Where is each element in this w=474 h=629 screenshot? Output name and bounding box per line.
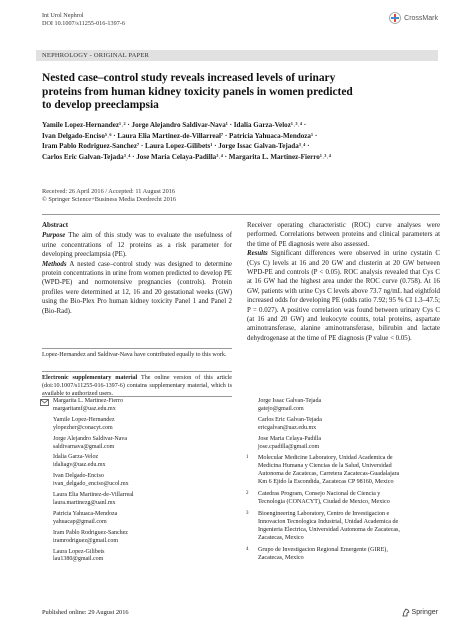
section-label: NEPHROLOGY - ORIGINAL PAPER [36,50,438,61]
contact-name: Jose Maria Celaya-Padilla [258,435,321,442]
affiliation-line: Grupo de Investigacion Regional Emergente (GIRE), [258,547,388,553]
contact-entry [53,398,233,414]
contact-name: Yamile Lopez-Hernandez [53,416,115,423]
contact-entry [53,417,233,433]
contact-email[interactable]: laura.martinezg@uanl.mx [53,499,116,506]
affiliation-number: 2 [246,491,249,496]
contact-email[interactable]: iramrodriguez@gmail.com [53,537,119,544]
publisher-logo [402,608,438,617]
copyright: © Springer Science+Business Media Dordrecht 2016 [42,196,177,203]
abstract-purpose [42,231,232,259]
author-line[interactable]: Yamile Lopez-Hernandez¹˒² · Jorge Alejandro Saldivar-Nava¹ · Idalia Garza-Veloz¹˒³˒⁴ · [42,121,307,129]
affiliation-number: 4 [246,547,249,552]
article-title [42,72,412,113]
affiliation-entry [246,510,444,542]
affiliation-number: 1 [246,455,249,460]
affiliation-line: Ingenieria Electrica, Universidad Autonoma de Zacatecas, [258,527,400,533]
crossmark-label: CrossMark [404,14,438,22]
contact-email[interactable]: saldivarnava@gmail.com [53,443,115,450]
contact-name: Jorge Issac Galvan-Tejada [258,398,322,404]
purpose-text: The aim of this study was to evaluate the usefulness of urine concentrations of 12 proteins as a risk parameter for developing preeclampsia (PE). [42,232,232,259]
abstract-roc-text: Receiver operating characteristic (ROC) curve analyses were performed. Correlations between proteins and clinical parameters at the time of PE diagnosis were also assessed. [247,222,440,248]
received-accepted: Received: 26 April 2016 / Accepted: 11 August 2016 [42,188,176,195]
title-line: to develop preeclampsia [42,99,159,111]
methods-label: Methods [42,260,67,268]
contact-email[interactable]: lau1380@gmail.com [53,556,104,563]
divider-top [42,214,440,215]
contact-entry [53,530,233,546]
esm-box [42,374,232,398]
contact-entry [258,398,438,414]
esm-text[interactable]: The online version of this article (doi:10.1007/s11255-016-1397-6) contains supplementary material, which is available to authorized users. [42,375,232,397]
affiliations [246,454,444,566]
results-text: Significant differences were observed in urine cystatin C (Cys C) levels at 16 and 20 GW and clusterin at 20 GW between WPD-PE and controls (P < 0.05). ROC analysis revealed that Cys C at 16 GW had the highest area under the ROC curve (0.758). At 16 GW, patients with urine Cys C levels above 73.7 ng/mL had eightfold increased odds for developing PE (odds ratio 7.92; 95 % CI 1.3–47.5; P = 0.027). A positive correlation was found between urinary Cys C (at 16 and 20 GW) and leukocyte counts, total proteins, aspartate aminotransferase, alanine aminotransferase, bilirubin and lactate dehydrogenase at the time of PE diagnosis (P value < 0.05). [247,250,440,342]
contact-email[interactable]: ericgalvan@uaz.edu.mx [258,424,317,431]
affiliation-line: Km 6 Ejido la Escondida, Zacatecas CP 98160, Mexico [258,479,394,485]
contact-entry [53,454,233,470]
journal-name: Int Urol Nephrol [42,12,84,19]
contact-email[interactable]: idaliagv@uaz.edu.mx [53,462,106,469]
equal-contribution-note: Lopez-Hernandez and Saldivar-Nava have contributed equally to this work. [42,352,227,358]
envelope-icon [40,399,49,406]
affiliation-entry [246,546,444,562]
crossmark-badge[interactable] [389,12,438,24]
crossmark-icon [389,12,401,24]
affiliation-line: Catedras Program, Consejo Nacional de Ciencia y [258,491,381,497]
title-line: proteins from human kidney toxicity panels in women predicted [42,85,353,98]
contact-entry [258,417,438,433]
author-line[interactable]: Carlos Eric Galvan-Tejada³˒⁴ · Jose Maria Celaya-Padilla³˒⁴ · Margarita L. Martinez-Fierro¹˒³˒⁴ [42,152,331,161]
springer-horse-icon [402,608,410,617]
esm-label: Electronic supplementary material [42,375,138,381]
contact-email[interactable]: gatejo@gmail.com [258,405,304,412]
abstract-results [247,249,440,343]
affiliation-line: Molecular Medicine Laboratory, Unidad Academica de [258,455,393,461]
contact-entry [53,511,233,527]
methods-text: A nested case–control study was designed to determine protein concentrations in urine from women predicted to develop PE (WPD-PE) and normotensive pregnancies (controls). Protein profiles were determined at 12, 16 and 20 gestational weeks (GW) using the Bio-Plex Pro human kidney toxicity Panel 1 and Panel 2 (Bio-Rad). [42,260,232,315]
contact-entry [258,436,438,452]
contact-email[interactable]: ylopezher@conacyt.com [53,424,113,431]
contact-name: Laura Elia Martinez-de-Villarreal [53,492,134,499]
author-line[interactable]: Iram Pablo Rodriguez-Sanchez⁷ · Laura Lopez-Gilibets¹ · Jorge Issac Galvan-Tejada³˒⁴ · [42,142,310,150]
contact-entry [53,492,233,508]
contact-name: Carlos Eric Galvan-Tejada [258,416,322,423]
contact-name: Ivan Delgado-Enciso [53,473,104,480]
contact-name: Idalia Garza-Veloz [53,454,99,461]
contact-name: Iram Pablo Rodriguez-Sanchez [53,529,128,536]
publisher-name: Springer [411,609,438,616]
contact-name: Jorge Alejandro Saldivar-Nava [53,435,128,442]
published-online: Published online: 29 August 2016 [42,609,129,616]
abstract-right [247,221,440,343]
contact-name: Laura Lopez-Gilibets [53,548,105,555]
author-line[interactable]: Ivan Delgado-Enciso⁵˒⁶ · Laura Elia Martinez-de-Villarreal⁷ · Patricia Yahuaca-Mendoza¹ · [42,131,318,140]
affiliation-line: Zacatecas, Mexico [258,535,304,541]
contact-email[interactable]: ivan_delgado_enciso@ucol.mx [53,481,129,488]
affiliation-line: Innovacion Tecnologica Industrial, Unidad Academica de [258,519,399,525]
affiliation-line: Tecnologia (CONACYT), Ciudad de Mexico, Mexico [258,499,390,505]
affiliation-line: Medicina Humana y Ciencias de la Salud, Universidad [258,463,392,469]
results-label: Results [247,250,268,258]
author-list [42,120,442,162]
contact-email[interactable]: margaritamf@uaz.edu.mx [53,405,116,412]
journal-header [42,12,125,28]
esm-note [42,374,232,398]
affiliation-line: Autonoma de Zacatecas, Carretera Zacatecas-Guadalajara [258,471,400,477]
affiliation-entry [246,454,444,486]
contact-email[interactable]: jose.cpadilla@gmail.com [258,443,320,450]
footnote-box [42,351,232,359]
contact-entry [53,549,233,565]
article-dates [42,188,176,204]
abstract-methods [42,260,232,316]
purpose-label: Purpose [42,232,66,240]
contact-name: Margarita L. Martinez-Fierro [53,398,124,404]
contact-email[interactable]: yahuacap@gmail.com [53,518,107,525]
contacts-divider [42,396,232,397]
abstract-heading: Abstract [42,221,69,229]
footnote-divider [42,348,232,349]
abstract-left [42,221,232,316]
affiliation-entry [246,490,444,506]
contact-entry [53,473,233,489]
contact-entry [53,436,233,452]
affiliation-line: Zacatecas, Mexico [258,555,304,561]
esm-divider [42,371,232,372]
page-footer [42,609,440,619]
contacts-left [53,398,233,567]
article-doi: DOI 10.1007/s11255-016-1397-6 [42,20,125,27]
contacts-right [258,398,438,454]
affiliation-line: Bioengineering Laboratory, Centro de Investigacion e [258,511,390,517]
affiliation-number: 3 [246,511,249,516]
contact-name: Patricia Yahuaca-Mendoza [53,510,118,517]
title-line: Nested case–control study reveals increased levels of urinary [42,72,336,84]
